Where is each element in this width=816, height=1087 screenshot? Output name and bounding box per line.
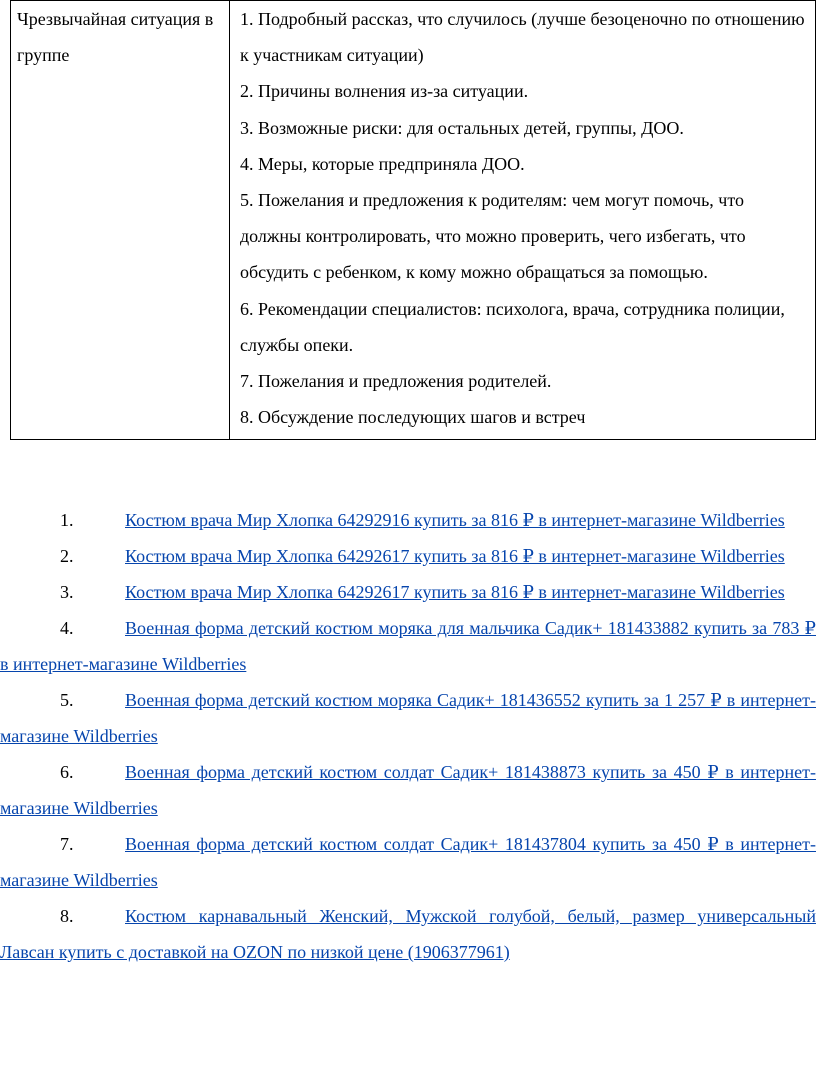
reference-number: 4. xyxy=(60,618,74,638)
reference-item-4 xyxy=(0,610,816,682)
list-item: 2. Причины волнения из-за ситуации. xyxy=(240,81,529,102)
list-item: 4. Меры, которые предприняла ДОО. xyxy=(240,153,525,174)
reference-item-1 xyxy=(0,502,816,538)
reference-item-7 xyxy=(0,826,816,898)
list-item: 6. Рекомендации специалистов: психолога, врача, сотрудника полиции, службы опеки. xyxy=(240,298,785,355)
reference-item-2 xyxy=(0,538,816,574)
steps-list-cell xyxy=(230,1,816,440)
reference-link[interactable]: Военная форма детский костюм моряка для мальчика Садик+ 181433882 купить за 783 ₽ в интернет-магазине Wildberries xyxy=(0,618,816,674)
reference-links-list xyxy=(0,502,816,970)
reference-link[interactable]: Военная форма детский костюм солдат Садик+ 181438873 купить за 450 ₽ в интернет-магазине Wildberries xyxy=(0,762,816,818)
list-item: 7. Пожелания и предложения родителей. xyxy=(240,371,552,392)
reference-number: 1. xyxy=(60,510,74,530)
reference-number: 3. xyxy=(60,582,74,602)
reference-item-8 xyxy=(0,898,816,970)
reference-number: 7. xyxy=(60,834,74,854)
list-item: 5. Пожелания и предложения к родителям: чем могут помочь, что должны контролировать, что можно проверить, чего избегать, что обсудить с ребенком, к кому можно обращаться за помощью. xyxy=(240,190,746,283)
reference-number: 2. xyxy=(60,546,74,566)
reference-link[interactable]: Военная форма детский костюм моряка Садик+ 181436552 купить за 1 257 ₽ в интернет-магазине Wildberries xyxy=(0,690,816,746)
reference-link[interactable]: Военная форма детский костюм солдат Садик+ 181437804 купить за 450 ₽ в интернет-магазине Wildberries xyxy=(0,834,816,890)
reference-number: 6. xyxy=(60,762,74,782)
reference-link[interactable]: Костюм врача Мир Хлопка 64292916 купить за 816 ₽ в интернет-магазине Wildberries xyxy=(125,510,785,530)
situation-label-cell: Чрезвычайная ситуация в группе xyxy=(11,1,230,440)
reference-link[interactable]: Костюм карнавальный Женский, Мужской голубой, белый, размер универсальный Лавсан купить с доставкой на OZON по низкой цене (1906377961) xyxy=(0,906,816,962)
list-item: 8. Обсуждение последующих шагов и встреч xyxy=(240,407,586,428)
reference-link[interactable]: Костюм врача Мир Хлопка 64292617 купить за 816 ₽ в интернет-магазине Wildberries xyxy=(125,582,785,602)
reference-item-3 xyxy=(0,574,816,610)
reference-number: 5. xyxy=(60,690,74,710)
reference-number: 8. xyxy=(60,906,74,926)
table-row xyxy=(11,1,816,440)
info-table xyxy=(10,0,816,440)
reference-item-6 xyxy=(0,754,816,826)
reference-link[interactable]: Костюм врача Мир Хлопка 64292617 купить за 816 ₽ в интернет-магазине Wildberries xyxy=(125,546,785,566)
reference-item-5 xyxy=(0,682,816,754)
list-item: 3. Возможные риски: для остальных детей, группы, ДОО. xyxy=(240,117,684,138)
list-item: 1. Подробный рассказ, что случилось (лучше безоценочно по отношению к участникам ситуации) xyxy=(240,9,805,66)
